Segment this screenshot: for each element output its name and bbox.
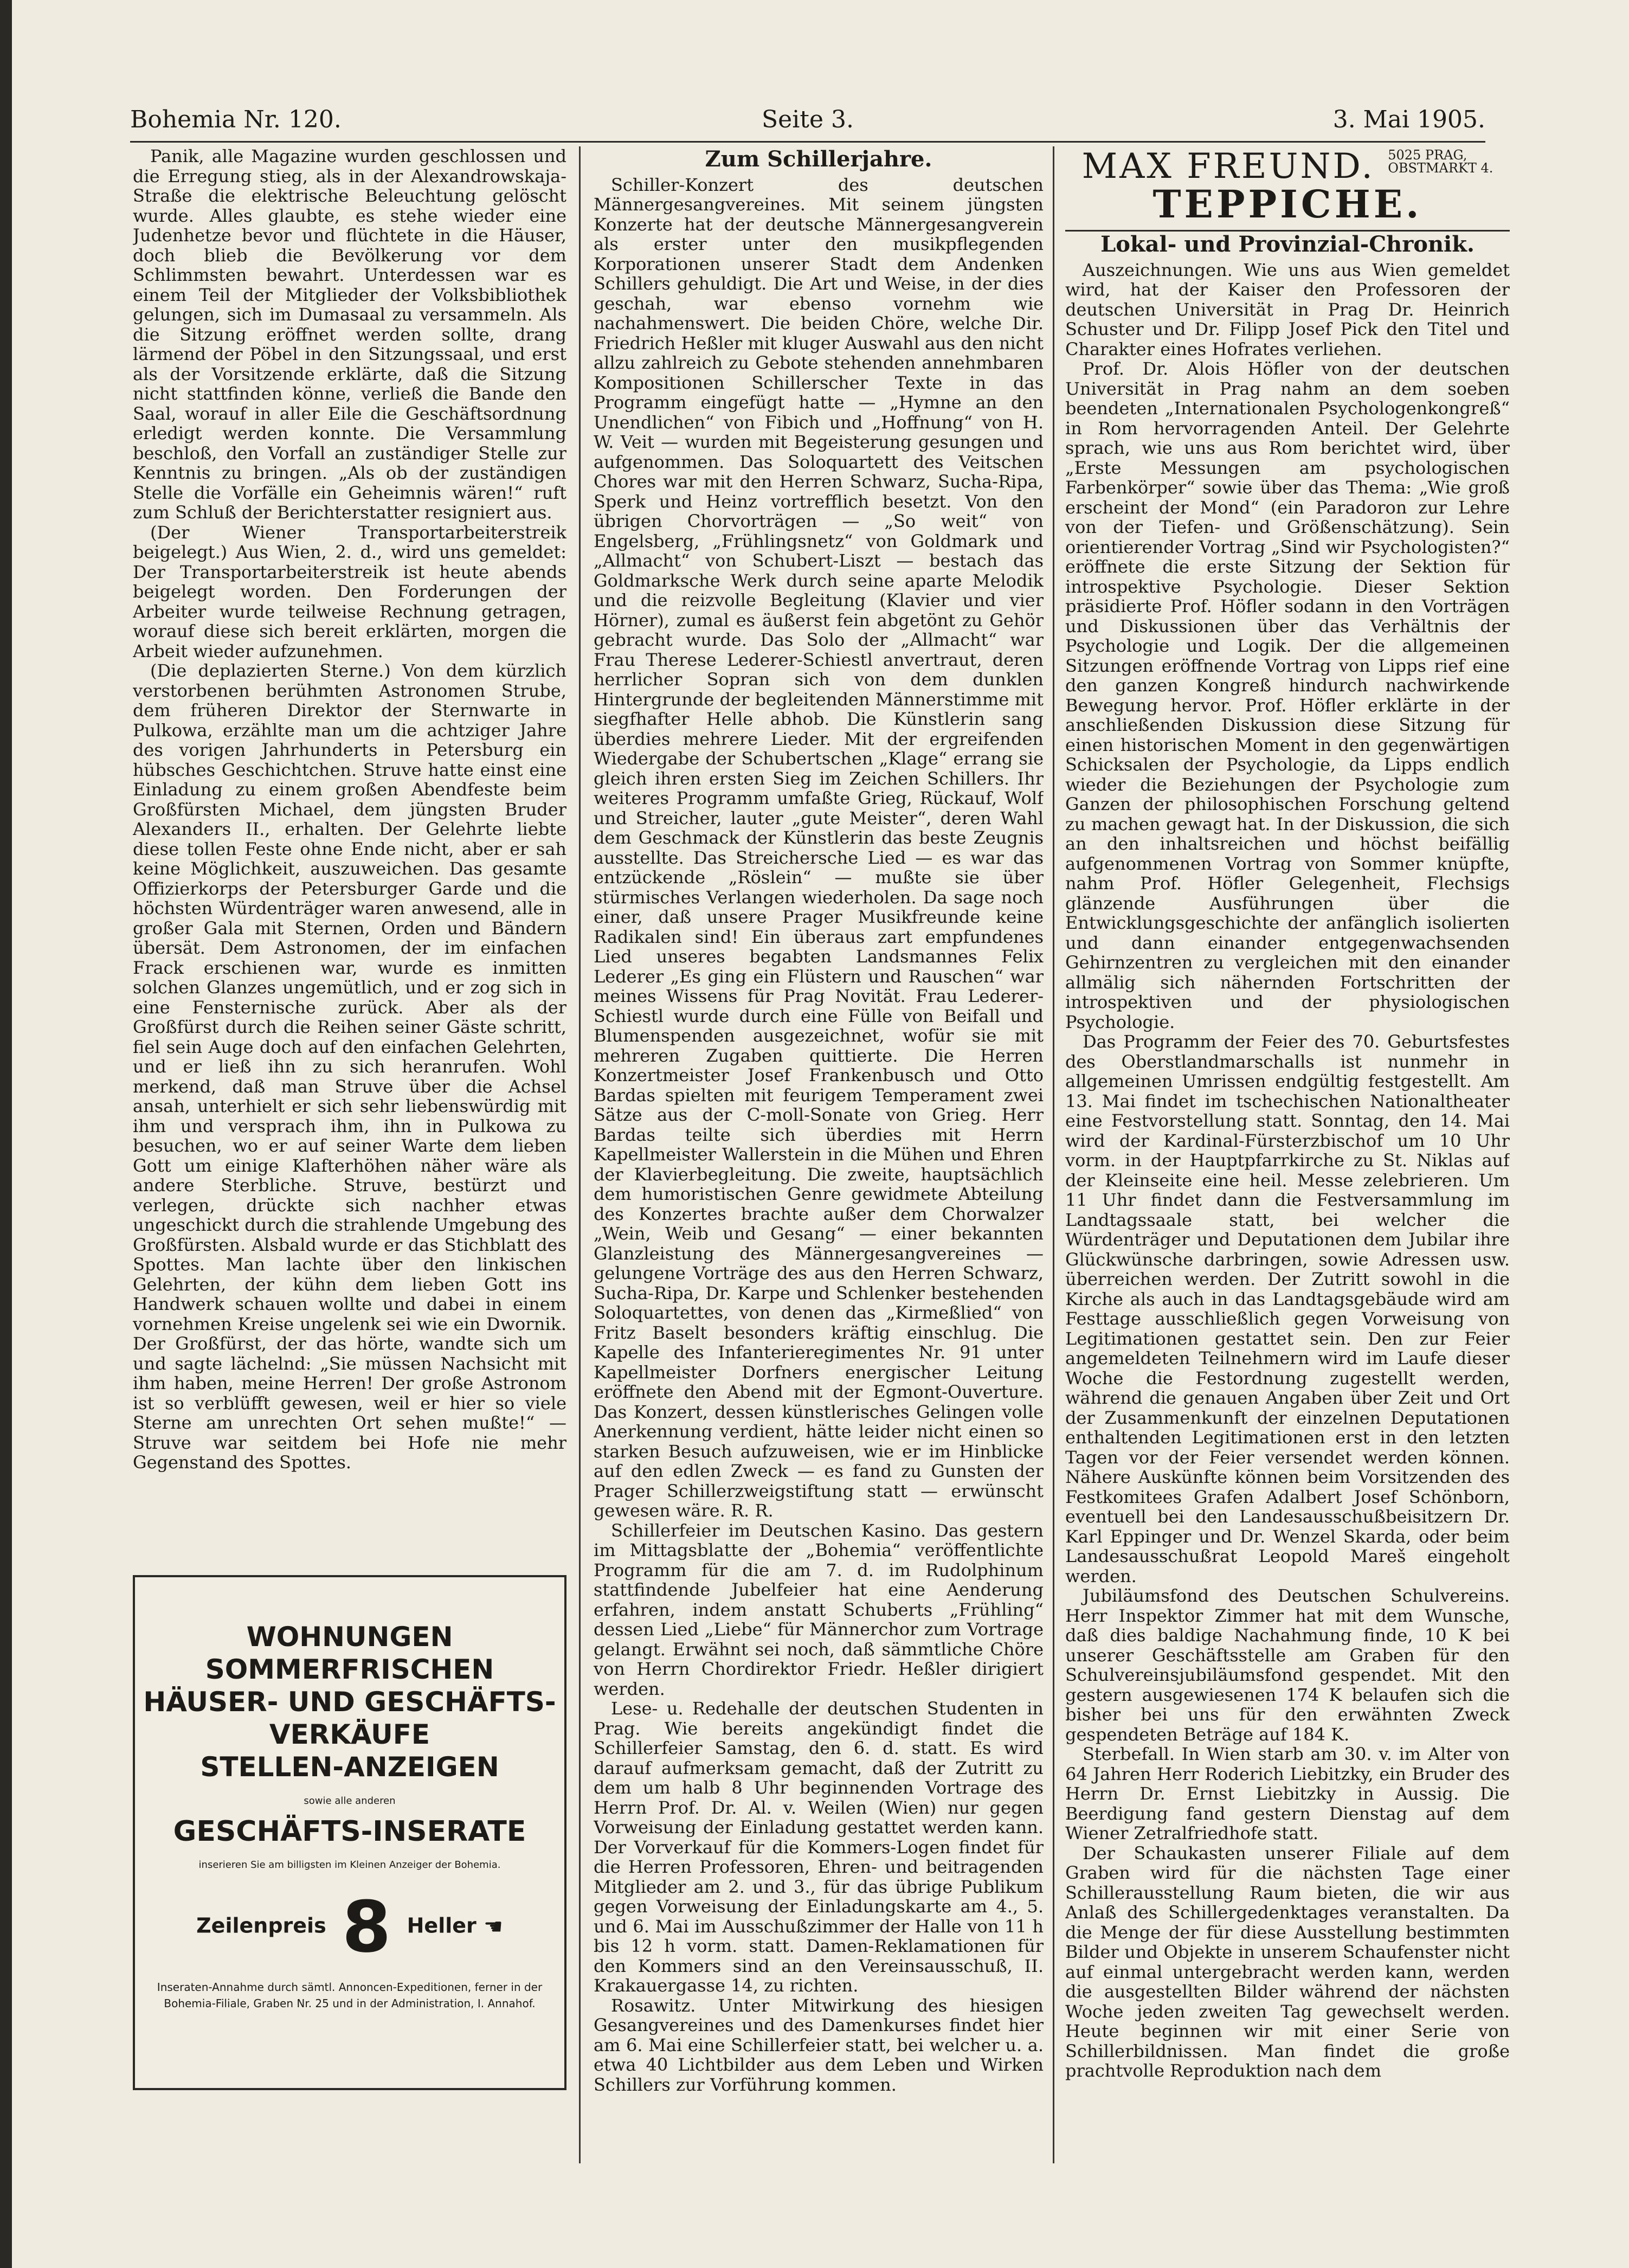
ad-category-list [135,1621,564,1783]
ad-category: STELLEN-ANZEIGEN [200,1751,499,1783]
article-paragraph: Prof. Dr. Alois Höfler von der deutschen Universität in Prag nahm an dem soeben beendeten „Internationalen Psychologenkongreß“ in Rom hervorragenden Anteil. Der Gelehrte sprach, wie uns aus Rom berichtet wird, über „Erste Messungen am psychologischen Farbenkörper“ sowie über das Thema: „Wie groß erscheint der Mond“ (ein Paradoron zur Lehre von der Tiefen- und Größenschätzung). Sein orientierender Vortrag „Sind wir Psychologisten?“ eröffnete die erste Sitzung der Sektion für introspektive Psychologie. Dieser Sektion präsidierte Prof. Höfler sodann in den Vorträgen und Diskussionen über das Verhältnis der Psychologie und Logik. Der die allgemeinen Sitzungen eröffnende Vortrag von Lipps rief eine den ganzen Kongreß hindurch nachwirkende Bewegung hervor. Prof. Höfler erklärte in der anschließenden Diskussion diese Sitzung für einen historischen Moment in den gegenwärtigen Schicksalen der Psychologie, da Lipps endlich wieder die Beziehungen der Psychologie zum Ganzen der philosophischen Forschung geltend zu machen gewagt hat. In der Diskussion, die sich an den inhaltsreichen und höchst beifällig aufgenommenen Vortrag von Sommer knüpfte, nahm Prof. Höfler Gelegenheit, Flechsigs glänzende Ausführungen über die Entwicklungsgeschichte der anfänglich isolierten und dann einander entgegenwachsenden Gehirnzentren zu vergleichen mit den einander allmälig sich nähernden Fortschritten der introspektiven und der physiologischen Psychologie. [1065,358,1510,1032]
ad-price-number: 8 [342,1886,391,1968]
carpet-ad-phone: 5025 [1388,147,1421,163]
ad-price-label: Zeilenpreis [196,1913,326,1938]
ad-category: HÄUSER- UND GESCHÄFTS- [143,1686,556,1718]
page-header [130,106,1485,144]
article-paragraph: Jubiläumsfond des Deutschen Schulvereins. Herr Inspektor Zimmer hat mit dem Wunsche, daß dies baldige Nachahmung finde, 10 K bei unserer Geschäftsstelle am Graben für den Schulvereinsjubiläumsfond gespendet. Mit den gestern ausgewiesenen 174 K belaufen sich die bisher bei uns für den erwähnten Zweck gespendeten Beträge auf 184 K. [1065,1585,1510,1745]
article-paragraph: (Der Wiener Transportarbeiterstreik beigelegt.) Aus Wien, 2. d., wird uns gemeldet: Der Transportarbeiterstreik ist heute abends beigelegt worden. Den Forderungen der Arbeiter wurde teilweise Rechnung getragen, worauf diese sich bereit erklärten, morgen die Arbeit wieder aufzunehmen. [133,522,566,661]
left-column [133,146,566,1540]
ad-note: inserieren Sie am billigsten im Kleinen Anzeiger der Bohemia. [198,1859,501,1871]
article-paragraph: Sterbefall. In Wien starb am 30. v. im Alter von 64 Jahren Herr Roderich Liebitzky, ein Bruder des Herrn Dr. Ernst Liebitzky in Aussig. Die Beerdigung fand gestern Dienstag auf dem Wiener Zetralfriedhofe statt. [1065,1744,1510,1843]
article-paragraph: (Die deplazierten Sterne.) Von dem kürzlich verstorbenen berühmten Astronomen Strube, dem früheren Direktor der Sternwarte in Pulkowa, erzählte man um die achtziger Jahre des vorigen Jahrhunderts in Petersburg ein hübsches Geschichtchen. Struve hatte einst eine Einladung zu einem großen Abendfeste beim Großfürsten Michael, dem jüngsten Bruder Alexanders II., erhalten. Der Gelehrte liebte diese tollen Feste ohne Ende nicht, aber er sah keine Möglichkeit, auszuweichen. Das gesamte Offizierkorps der Petersburger Garde und die höchsten Würdenträger waren anwesend, alle in großer Gala mit Sternen, Orden und Bändern übersät. Dem Astronomen, der im einfachen Frack erschienen war, wurde es inmitten solchen Glanzes ungemütlich, und er zog sich in eine Fensternische zurück. Aber als der Großfürst durch die Reihen seiner Gäste schritt, fiel sein Auge doch auf den einfachen Gelehrten, und er ließ ihn zu sich heranrufen. Wohl merkend, daß man Struve über die Achsel ansah, unterhielt er sich sehr liebenswürdig mit ihm und versprach ihm, ihn in Pulkowa zu besuchen, wo er auf seiner Warte dem lieben Gott um einige Klafterhöhen näher wäre als andere Sterbliche. Struve, bestürzt und verlegen, drückte sich nachher etwas ungeschickt durch die strahlende Umgebung des Großfürsten. Alsbald wurde er das Stichblatt des Spottes. Man lachte über den linkischen Gelehrten, der kühn dem lieben Gott ins Handwerk schauen wollte und dabei in einem vornehmen Kreise ungelenk sei wie ein Dwornik. Der Großfürst, der das hörte, wandte sich um und sagte lächelnd: „Sie müssen Nachsicht mit ihm haben, meine Herren! Der große Astronom ist so verblüfft gewesen, weil er hier so viele Sterne am unrechten Ort sehen mußte!“ — Struve war seitdem bei Hofe nie mehr Gegenstand des Spottes. [133,660,566,1473]
middle-column [594,146,1044,2163]
header-masthead: Bohemia Nr. 120. [130,106,342,133]
article-paragraph: Schillerfeier im Deutschen Kasino. Das gestern im Mittagsblatte der „Bohemia“ veröffentlichte Programm für die am 7. d. im Rudolphinum stattfindende Jubelfeier hat eine Aenderung erfahren, indem anstatt Schuberts „Frühling“ dessen Lied „Liebe“ für Männerchor zum Vortrage gelangt. Erwähnt sei noch, daß sämmtliche Chöre von Herrn Chordirektor Friedr. Heßler dirigiert werden. [594,1520,1044,1699]
header-page-number: Seite 3. [762,106,854,133]
pointing-hand-icon: ☚ [484,1914,503,1939]
article-paragraph: Rosawitz. Unter Mitwirkung des hiesigen Gesangvereines und des Damenkurses findet hier am 6. Mai eine Schillerfeier statt, bei welcher u. a. etwa 40 Lichtbilder aus dem Leben und Wirken Schillers zur Vorführung kommen. [594,1995,1044,2095]
article-paragraph: Lese- u. Redehalle der deutschen Studenten in Prag. Wie bereits angekündigt findet die Schillerfeier Samstag, den 6. d. statt. Es wird darauf aufmerksam gemacht, daß der Zutritt zu dem um halb 8 Uhr beginnenden Vortrage des Herrn Prof. Dr. Al. v. Weilen (Wien) nur gegen Vorweisung der Einladung gestattet werden kann. Der Vorverkauf für die Kommers-Logen findet für die Herren Professoren, Ehren- und beitragenden Mitglieder am 2. und 3., für das übrige Publikum gegen Vorweisung der Einladungskarte am 4., 5. und 6. Mai im Ausschußzimmer der Halle von 11 h bis 12 h vorm. statt. Damen-Reklamationen für den Kommers sind an den Vereinsausschuß, II. Krakauergasse 14, zu richten. [594,1698,1044,1996]
section-title: Lokal- und Provinzial-Chronik. [1100,232,1475,257]
ad-price-unit: Heller [407,1913,477,1938]
ad-footer: Inseraten-Annahme durch sämtl. Annoncen-Expeditionen, ferner in der Bohemia-Filiale, Graben Nr. 25 und in der Administration, I. Annahof. [157,1981,543,2010]
section-title: Zum Schillerjahre. [705,146,932,172]
classified-ad-box [133,1575,566,2090]
header-rule [130,141,1485,143]
column-separator [1053,146,1054,2163]
newspaper-page [33,0,1615,2268]
carpet-ad-company: MAX FREUND. [1081,146,1375,187]
ad-headline: GESCHÄFTS-INSERATE [173,1815,526,1848]
article-paragraph: Das Programm der Feier des 70. Geburtsfestes des Oberstlandmarschalls ist nunmehr in allgemeinen Umrissen endgültig festgestellt. Am 13. Mai findet im tschechischen Nationaltheater eine Festvorstellung statt. Sonntag, den 14. Mai wird der Kardinal-Fürsterzbischof um 10 Uhr vorm. in der Hauptpfarrkirche zu St. Niklas auf der Kleinseite eine heil. Messe zelebrieren. Um 11 Uhr findet dann die Festversammlung im Landtagssaale statt, bei welcher die Würdenträger und Deputationen dem Jubilar ihre Glückwünsche darbringen, sowie Adressen usw. überreichen werden. Der Zutritt sowohl in die Kirche als auch in das Landtagsgebäude wird am Festtage ausschließlich gegen Vorweisung von Legitimationen gestattet sein. Den zur Feier angemeldeten Teilnehmern wird im Laufe dieser Woche die Festordnung zugestellt werden, während die genauen Angaben über Zeit und Ort der Zusammenkunft der einzelnen Deputationen enthaltenden Legitimationen erst in den letzten Tagen vor der Feier versendet werden können. Nähere Auskünfte können beim Vorsitzenden des Festkomitees Grafen Adalbert Josef Schönborn, eventuell bei den Landesausschußbeisitzern Dr. Karl Eppinger und Dr. Wenzel Skarda, oder beim Landesausschußrat Leopold Mareš eingeholt werden. [1065,1031,1510,1586]
carpet-ad-city: PRAG, [1425,147,1467,163]
ad-price-line [135,1886,564,1968]
carpet-ad-name [1065,146,1510,187]
article-paragraph: Panik, alle Magazine wurden geschlossen und die Erregung stieg, als in der Alexandrowskaja-Straße die elektrische Beleuchtung gelöscht wurde. Alles glaubte, es stehe wieder eine Judenhetze bevor und flüchtete in die Häuser, doch blieb die Bevölkerung vor dem Schlimmsten bewahrt. Unterdessen war es einem Teil der Mitglieder der Volksbibliothek gelungen, sich im Dumasaal zu versammeln. Als die Sitzung eröffnet werden sollte, drang lärmend der Pöbel in den Sitzungssaal, und erst als der Vorsitzende erklärte, daß die Sitzung nicht stattfinden könne, verließ die Bande den Saal, worauf in aller Eile die Geschäftsordnung erledigt werden konnte. Die Versammlung beschloß, den Vorfall an zuständiger Stelle zur Kenntnis zu bringen. „Als ob der zuständigen Stelle die Vorfälle ein Geheimnis wären!“ ruft zum Schluß der Berichterstatter resigniert aus. [133,146,566,523]
article-paragraph: Der Schaukasten unserer Filiale auf dem Graben wird für die nächsten Tage einer Schillerausstellung Raum bieten, die wir aus Anlaß des Schillergedenktages veranstalten. Da die Menge der für diese Ausstellung bestimmten Bilder und Objekte in unserem Schaufenster nicht auf einmal untergebracht werden kann, werden die ausgestellten Bilder während der nächsten Woche jeden zweiten Tag gewechselt werden. Heute beginnen wir mit einer Serie von Schillerbildnissen. Man findet die große prachtvolle Reproduktion nach dem [1065,1842,1510,2081]
column-separator [579,146,581,2163]
carpet-ad-street: OBSTMARKT 4. [1388,160,1493,176]
carpet-ad-address [1388,149,1493,175]
ad-sowie: sowie alle anderen [304,1795,396,1807]
page-edge-shadow [0,0,12,2268]
right-column [1065,146,1510,2163]
ad-category: WOHNUNGEN [246,1621,453,1653]
article-paragraph: Auszeichnungen. Wie uns aus Wien gemeldet wird, hat der Kaiser den Professoren der deutschen Universität in Prag Dr. Heinrich Schuster und Dr. Filipp Josef Pick den Titel und Charakter eines Hofrates verliehen. [1065,259,1510,359]
ad-category: SOMMERFRISCHEN [205,1654,494,1685]
header-date: 3. Mai 1905. [1332,106,1485,133]
carpet-ad-product: TEPPICHE. [1152,182,1422,227]
ad-category: VERKÄUFE [269,1719,430,1750]
article-paragraph: Schiller-Konzert des deutschen Männergesangvereines. Mit seinem jüngsten Konzerte hat der deutsche Männergesangverein als erster unter den musikpflegenden Korporationen unserer Stadt dem Andenken Schillers gehuldigt. Die Art und Weise, in der dies geschah, war ebenso vornehm wie nachahmenswert. Die beiden Chöre, welche Dir. Friedrich Heßler mit kluger Auswahl aus den nicht allzu zahlreich zu Gebote stehenden annehmbaren Kompositionen Schillerscher Texte in das Programm eingefügt hatte — „Hymne an den Unendlichen“ von Fibich und „Hoffnung“ von H. W. Veit — wurden mit Begeisterung gesungen und aufgenommen. Das Soloquartett des Veitschen Chores war mit den Herren Schwarz, Sucha-Ripa, Sperk und Heinz vortrefflich besetzt. Von den übrigen Chorvorträgen — „So weit“ von Engelsberg, „Frühlingsnetz“ von Goldmark und „Allmacht“ von Schubert-Liszt — bestach das Goldmarksche Werk durch seine aparte Melodik und die reizvolle Begleitung (Klavier und vier Hörner), zumal es äußerst fein abgetönt zu Gehör gebracht wurde. Das Solo der „Allmacht“ war Frau Therese Lederer-Schiestl anvertraut, deren herrlicher Sopran sich von dem dunklen Hintergrunde der begleitenden Männerstimme mit siegfhafter Helle abhob. Die Künstlerin sang überdies mehrere Lieder. Mit der ergreifenden Wiedergabe der Schubertschen „Klage“ errang sie gleich ihren ersten Sieg im Zeichen Schillers. Ihr weiteres Programm umfaßte Grieg, Rückauf, Wolf und Streicher, lauter „gute Meister“, deren Wahl dem Geschmack der Künstlerin das beste Zeugnis ausstellte. Das Streichersche Lied — es war das entzückende „Röslein“ — mußte sie über stürmisches Verlangen wiederholen. Da sage noch einer, daß unsere Prager Musikfreunde keine Radikalen sind! Ein überaus zart empfundenes Lied unseres begabten Landsmannes Felix Lederer „Es ging ein Flüstern und Rauschen“ war meines Wissens für Prag Novität. Frau Lederer-Schiestl wurde durch eine Fülle von Beifall und Blumenspenden ausgezeichnet, wofür sie mit mehreren Zugaben quittierte. Die Herren Konzertmeister Josef Frankenbusch und Otto Bardas spielten mit feurigem Temperament zwei Sätze aus der C-moll-Sonate von Grieg. Herr Bardas teilte sich überdies mit Herrn Kapellmeister Wallerstein in die Mühen und Ehren der Klavierbegleitung. Die zweite, hauptsächlich dem humoristischen Genre gewidmete Abteilung des Konzertes brachte außer dem Chorwalzer „Wein, Weib und Gesang“ — einer bekannten Glanzleistung des Männergesangvereines — gelungene Vorträge des aus den Herren Schwarz, Sucha-Ripa, Dr. Karpe und Schlenker bestehenden Soloquartettes, von denen das „Kirmeßlied“ von Fritz Baselt besonders kräftig einschlug. Die Kapelle des Infanterieregimentes Nr. 91 unter Kapellmeister Dorfners energischer Leitung eröffnete den Abend mit der Egmont-Ouverture. Das Konzert, dessen künstlerisches Gelingen volle Anerkennung verdient, hätte leider nicht einen so starken Besuch aufzuweisen, wie er im Hinblicke auf den edlen Zweck — es fand zu Gunsten der Prager Schillerzweigstiftung statt — erwünscht gewesen wäre. R. R. [594,174,1044,1521]
